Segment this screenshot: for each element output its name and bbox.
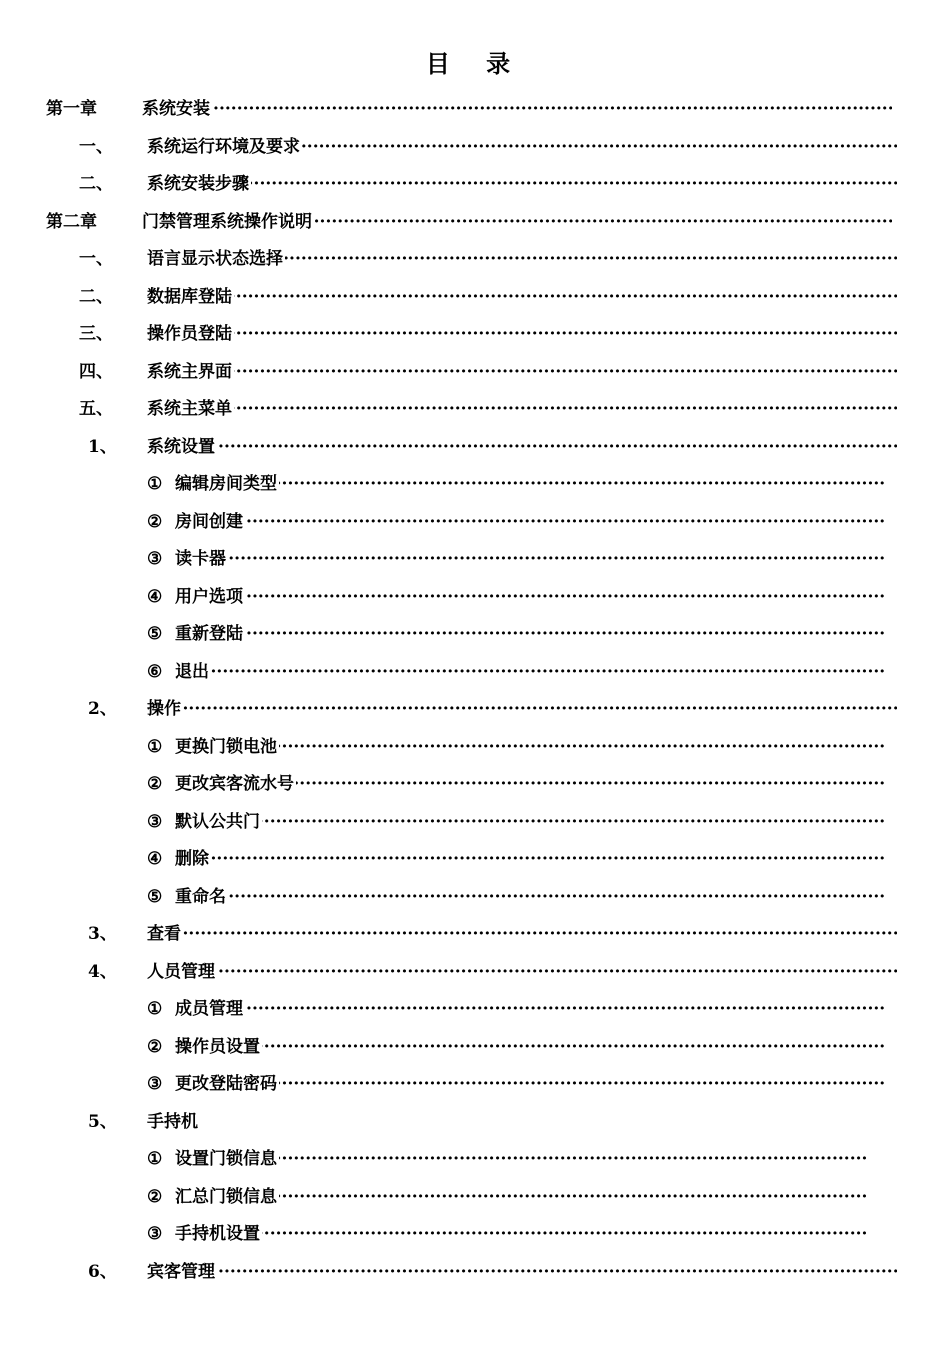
toc-entry-title: 系统安装: [142, 91, 212, 128]
toc-entry-number: ③: [147, 811, 163, 832]
toc-entry-title: 读卡器: [175, 541, 228, 578]
toc-entry-number: 三、: [79, 324, 113, 344]
toc-entry-title: 更改登陆密码: [175, 1066, 279, 1103]
toc-entry-number: 3、: [88, 924, 117, 944]
toc-entry-number: ⑥: [147, 661, 163, 682]
toc-entry-number: 一、: [79, 249, 113, 269]
toc-entry[interactable]: [0, 879, 950, 916]
toc-entry-title: 手持机: [147, 1104, 200, 1141]
toc-entry-number: 第二章: [46, 211, 97, 232]
toc-entry[interactable]: [0, 841, 950, 878]
toc-entry-number: 四、: [79, 361, 113, 382]
leader-dots: [147, 316, 897, 353]
toc-entry-title: 设置门锁信息: [175, 1141, 279, 1178]
toc-entry-number: ②: [147, 1036, 163, 1057]
leader-dots: [175, 654, 886, 691]
toc-entry-title: 编辑房间类型: [175, 466, 279, 503]
leader-dots: [147, 429, 897, 466]
toc-entry-title: 宾客管理: [147, 1254, 217, 1291]
toc-entry-number: ③: [147, 549, 163, 569]
toc-entry-number: 五、: [79, 399, 113, 419]
toc-entry[interactable]: [0, 466, 950, 503]
leader-dots: [175, 504, 886, 541]
toc-entry-number: ①: [147, 474, 163, 494]
leader-dots: [175, 991, 886, 1028]
toc-entry-title: 系统主界面: [147, 354, 234, 391]
toc-entry-title: 重命名: [175, 879, 228, 916]
leader-dots: [175, 1216, 866, 1253]
toc-entry[interactable]: [0, 354, 950, 391]
leader-dots: [147, 1254, 897, 1291]
toc-entry-title: 重新登陆: [175, 616, 245, 653]
toc-entry[interactable]: [0, 804, 950, 841]
toc-entry-number: ①: [147, 999, 163, 1019]
leader-dots: [175, 879, 886, 916]
toc-entry-number: 二、: [79, 286, 113, 307]
toc-entry-number: 5、: [88, 1111, 117, 1132]
toc-entry-number: ①: [147, 1149, 163, 1169]
toc-entry-number: ④: [147, 849, 163, 869]
toc-entry[interactable]: [0, 241, 950, 278]
leader-dots: [175, 466, 886, 503]
toc-entry-title: 退出: [175, 654, 211, 691]
toc-title: 目 录: [425, 49, 525, 78]
toc-entry-number: ⑤: [147, 624, 163, 644]
toc-entry-title: 成员管理: [175, 991, 245, 1028]
toc-entry[interactable]: [0, 691, 950, 728]
leader-dots: [147, 166, 897, 203]
leader-dots: [147, 391, 897, 428]
leader-dots: [175, 841, 886, 878]
toc-entry[interactable]: [0, 204, 950, 241]
toc-entry[interactable]: [0, 129, 950, 166]
toc-entry[interactable]: [0, 579, 950, 616]
toc-entry-title: 系统运行环境及要求: [147, 129, 302, 166]
toc-entry-number: ②: [147, 774, 163, 794]
toc-entry-number: ③: [147, 1224, 163, 1244]
leader-dots: [175, 804, 886, 841]
toc-entry[interactable]: [0, 954, 950, 991]
leader-dots: [147, 354, 897, 391]
toc-entry-number: ⑤: [147, 886, 163, 907]
toc-entry-number: ②: [147, 1186, 163, 1207]
toc-entry-title: 人员管理: [147, 954, 217, 991]
toc-entry-title: 门禁管理系统操作说明: [142, 204, 314, 241]
toc-entry-title: 更改宾客流水号: [175, 766, 296, 803]
toc-entry[interactable]: [0, 654, 950, 691]
toc-entry-title: 语言显示状态选择: [147, 241, 285, 278]
toc-entry-title: 系统安装步骤: [147, 166, 251, 203]
toc-entry[interactable]: [0, 391, 950, 428]
toc-entry-title: 默认公共门: [175, 804, 262, 841]
toc-entry-title: 操作员登陆: [147, 316, 234, 353]
toc-entry[interactable]: [0, 1066, 950, 1103]
toc-entry[interactable]: [0, 504, 950, 541]
toc-entry-title: 用户选项: [175, 579, 245, 616]
toc-entry[interactable]: [0, 541, 950, 578]
toc-entry-title: 更换门锁电池: [175, 729, 279, 766]
toc-entry-title: 查看: [147, 916, 183, 953]
leader-dots: [142, 91, 892, 128]
toc-entry-number: ②: [147, 511, 163, 532]
toc-entry-number: ①: [147, 736, 163, 757]
toc-entry-title: 删除: [175, 841, 211, 878]
toc-entry[interactable]: [0, 729, 950, 766]
toc-entry-number: ③: [147, 1074, 163, 1094]
toc-entry[interactable]: [0, 991, 950, 1028]
toc-entry[interactable]: [0, 1104, 950, 1141]
toc-entry-title: 手持机设置: [175, 1216, 262, 1253]
toc-entry[interactable]: [0, 166, 950, 203]
toc-entry-title: 操作员设置: [175, 1029, 262, 1066]
toc-entry-number: 4、: [88, 961, 117, 982]
toc-entry-number: 2、: [88, 699, 117, 719]
toc-entry-title: 数据库登陆: [147, 279, 234, 316]
leader-dots: [175, 616, 886, 653]
leader-dots: [175, 729, 886, 766]
leader-dots: [147, 691, 897, 728]
toc-entry[interactable]: [0, 1141, 950, 1178]
toc-entry[interactable]: [0, 766, 950, 803]
leader-dots: [175, 1029, 886, 1066]
toc-entry[interactable]: [0, 1029, 950, 1066]
toc-entry-title: 汇总门锁信息: [175, 1179, 279, 1216]
leader-dots: [147, 279, 897, 316]
toc-entry[interactable]: [0, 1216, 950, 1253]
toc-entry-title: 房间创建: [175, 504, 245, 541]
toc-entry-number: 第一章: [46, 99, 97, 119]
leader-dots: [175, 1066, 886, 1103]
toc-entry-title: 操作: [147, 691, 183, 728]
toc-entry-number: 1、: [88, 436, 117, 457]
toc-entry-number: ④: [147, 586, 163, 607]
leader-dots: [175, 579, 886, 616]
toc-entry[interactable]: [0, 1179, 950, 1216]
toc-entry-number: 二、: [79, 174, 113, 194]
leader-dots: [147, 954, 897, 991]
toc-entry[interactable]: [0, 279, 950, 316]
toc-entry[interactable]: [0, 429, 950, 466]
toc-entry-number: 一、: [79, 136, 113, 157]
toc-entry[interactable]: [0, 616, 950, 653]
leader-dots: [147, 916, 897, 953]
toc-entry-title: 系统主菜单: [147, 391, 234, 428]
toc-entry-title: 系统设置: [147, 429, 217, 466]
toc-entry[interactable]: [0, 1254, 950, 1291]
toc-entry[interactable]: [0, 91, 950, 128]
toc-entry[interactable]: [0, 316, 950, 353]
toc-entry[interactable]: [0, 916, 950, 953]
toc-entry-number: 6、: [88, 1261, 117, 1282]
leader-dots: [175, 541, 886, 578]
